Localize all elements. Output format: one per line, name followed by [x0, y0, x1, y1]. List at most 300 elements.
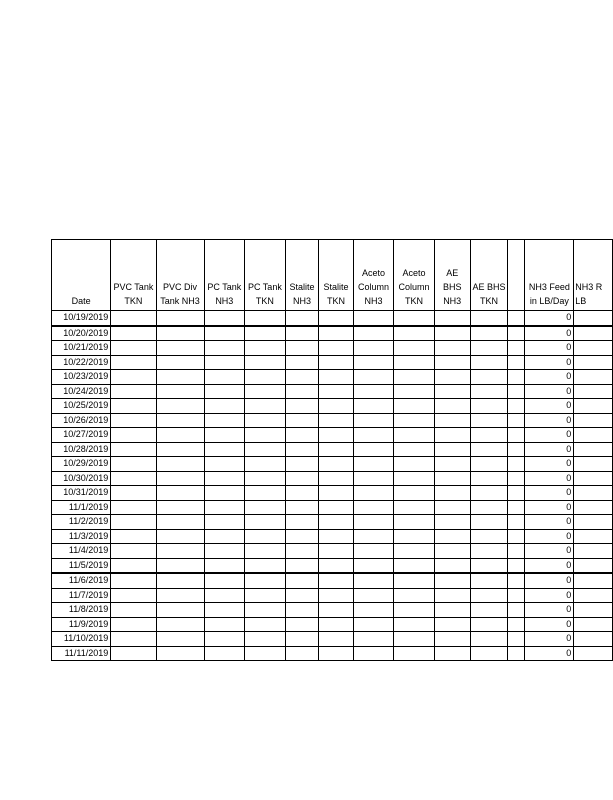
- nh3-feed-cell[interactable]: 0: [525, 399, 574, 414]
- table-cell[interactable]: [156, 457, 204, 472]
- table-cell[interactable]: [434, 603, 470, 618]
- table-cell[interactable]: [508, 442, 525, 457]
- table-cell[interactable]: [204, 486, 245, 501]
- table-cell[interactable]: [434, 515, 470, 530]
- table-cell[interactable]: [204, 588, 245, 603]
- table-cell[interactable]: [285, 588, 319, 603]
- table-cell[interactable]: [353, 413, 394, 428]
- table-cell[interactable]: [574, 428, 613, 443]
- table-cell[interactable]: [353, 617, 394, 632]
- table-cell[interactable]: [319, 471, 354, 486]
- nh3-feed-cell[interactable]: 0: [525, 603, 574, 618]
- table-cell[interactable]: [353, 632, 394, 647]
- table-cell[interactable]: [434, 544, 470, 559]
- table-cell[interactable]: [245, 500, 286, 515]
- table-cell[interactable]: [156, 603, 204, 618]
- table-cell[interactable]: [394, 544, 435, 559]
- nh3-feed-cell[interactable]: 0: [525, 617, 574, 632]
- table-cell[interactable]: [111, 457, 156, 472]
- table-cell[interactable]: [319, 646, 354, 661]
- table-cell[interactable]: [394, 341, 435, 356]
- table-cell[interactable]: [508, 370, 525, 385]
- table-cell[interactable]: [470, 500, 508, 515]
- table-cell[interactable]: [470, 326, 508, 341]
- table-cell[interactable]: [156, 544, 204, 559]
- nh3-feed-cell[interactable]: 0: [525, 544, 574, 559]
- table-cell[interactable]: [319, 442, 354, 457]
- table-cell[interactable]: [470, 573, 508, 588]
- table-cell[interactable]: [319, 326, 354, 341]
- table-cell[interactable]: [574, 370, 613, 385]
- table-cell[interactable]: [285, 399, 319, 414]
- table-cell[interactable]: [156, 370, 204, 385]
- table-cell[interactable]: [204, 529, 245, 544]
- table-cell[interactable]: [434, 428, 470, 443]
- date-cell[interactable]: 10/25/2019: [52, 399, 111, 414]
- table-cell[interactable]: [245, 617, 286, 632]
- date-cell[interactable]: 10/26/2019: [52, 413, 111, 428]
- table-cell[interactable]: [508, 457, 525, 472]
- date-cell[interactable]: 10/23/2019: [52, 370, 111, 385]
- table-cell[interactable]: [245, 326, 286, 341]
- table-cell[interactable]: [574, 558, 613, 573]
- table-cell[interactable]: [111, 311, 156, 326]
- table-cell[interactable]: [285, 544, 319, 559]
- nh3-feed-cell[interactable]: 0: [525, 355, 574, 370]
- table-cell[interactable]: [319, 457, 354, 472]
- table-cell[interactable]: [470, 603, 508, 618]
- table-cell[interactable]: [204, 341, 245, 356]
- table-cell[interactable]: [111, 500, 156, 515]
- date-cell[interactable]: 10/27/2019: [52, 428, 111, 443]
- table-cell[interactable]: [111, 558, 156, 573]
- table-cell[interactable]: [245, 544, 286, 559]
- table-cell[interactable]: [434, 457, 470, 472]
- table-cell[interactable]: [245, 529, 286, 544]
- table-cell[interactable]: [156, 588, 204, 603]
- table-cell[interactable]: [508, 646, 525, 661]
- table-cell[interactable]: [470, 646, 508, 661]
- table-cell[interactable]: [508, 529, 525, 544]
- table-cell[interactable]: [574, 603, 613, 618]
- table-cell[interactable]: [156, 311, 204, 326]
- table-cell[interactable]: [111, 471, 156, 486]
- table-cell[interactable]: [353, 646, 394, 661]
- table-cell[interactable]: [245, 442, 286, 457]
- table-cell[interactable]: [508, 413, 525, 428]
- table-cell[interactable]: [319, 588, 354, 603]
- date-cell[interactable]: 11/3/2019: [52, 529, 111, 544]
- table-cell[interactable]: [353, 399, 394, 414]
- table-cell[interactable]: [470, 311, 508, 326]
- table-cell[interactable]: [111, 573, 156, 588]
- table-cell[interactable]: [245, 384, 286, 399]
- table-cell[interactable]: [434, 442, 470, 457]
- table-cell[interactable]: [204, 558, 245, 573]
- nh3-feed-cell[interactable]: 0: [525, 632, 574, 647]
- table-cell[interactable]: [353, 471, 394, 486]
- table-cell[interactable]: [156, 413, 204, 428]
- table-cell[interactable]: [470, 413, 508, 428]
- nh3-feed-cell[interactable]: 0: [525, 646, 574, 661]
- table-cell[interactable]: [353, 588, 394, 603]
- table-cell[interactable]: [156, 326, 204, 341]
- table-cell[interactable]: [470, 384, 508, 399]
- nh3-feed-cell[interactable]: 0: [525, 471, 574, 486]
- table-cell[interactable]: [285, 428, 319, 443]
- table-cell[interactable]: [111, 355, 156, 370]
- table-cell[interactable]: [204, 370, 245, 385]
- table-cell[interactable]: [353, 603, 394, 618]
- table-cell[interactable]: [285, 355, 319, 370]
- table-cell[interactable]: [353, 558, 394, 573]
- table-cell[interactable]: [156, 442, 204, 457]
- table-cell[interactable]: [574, 311, 613, 326]
- table-cell[interactable]: [470, 632, 508, 647]
- table-cell[interactable]: [353, 341, 394, 356]
- table-cell[interactable]: [470, 486, 508, 501]
- table-cell[interactable]: [111, 442, 156, 457]
- table-cell[interactable]: [394, 471, 435, 486]
- table-cell[interactable]: [285, 471, 319, 486]
- table-cell[interactable]: [156, 471, 204, 486]
- date-cell[interactable]: 10/19/2019: [52, 311, 111, 326]
- nh3-feed-cell[interactable]: 0: [525, 573, 574, 588]
- table-cell[interactable]: [394, 442, 435, 457]
- table-cell[interactable]: [508, 384, 525, 399]
- table-cell[interactable]: [508, 588, 525, 603]
- table-cell[interactable]: [470, 370, 508, 385]
- table-cell[interactable]: [574, 399, 613, 414]
- table-cell[interactable]: [245, 515, 286, 530]
- date-cell[interactable]: 11/4/2019: [52, 544, 111, 559]
- table-cell[interactable]: [353, 384, 394, 399]
- table-cell[interactable]: [434, 573, 470, 588]
- table-cell[interactable]: [245, 370, 286, 385]
- table-cell[interactable]: [353, 544, 394, 559]
- table-cell[interactable]: [319, 529, 354, 544]
- table-cell[interactable]: [394, 588, 435, 603]
- table-cell[interactable]: [111, 326, 156, 341]
- table-cell[interactable]: [319, 355, 354, 370]
- table-cell[interactable]: [394, 603, 435, 618]
- date-cell[interactable]: 11/10/2019: [52, 632, 111, 647]
- table-cell[interactable]: [204, 457, 245, 472]
- table-cell[interactable]: [319, 558, 354, 573]
- table-cell[interactable]: [319, 341, 354, 356]
- table-cell[interactable]: [204, 617, 245, 632]
- date-cell[interactable]: 11/6/2019: [52, 573, 111, 588]
- nh3-feed-cell[interactable]: 0: [525, 326, 574, 341]
- table-cell[interactable]: [394, 646, 435, 661]
- table-cell[interactable]: [245, 471, 286, 486]
- table-cell[interactable]: [245, 588, 286, 603]
- table-cell[interactable]: [204, 311, 245, 326]
- table-cell[interactable]: [204, 603, 245, 618]
- table-cell[interactable]: [508, 326, 525, 341]
- table-cell[interactable]: [319, 413, 354, 428]
- table-cell[interactable]: [319, 544, 354, 559]
- table-cell[interactable]: [470, 428, 508, 443]
- table-cell[interactable]: [508, 617, 525, 632]
- table-cell[interactable]: [111, 603, 156, 618]
- table-cell[interactable]: [470, 588, 508, 603]
- table-cell[interactable]: [111, 588, 156, 603]
- table-cell[interactable]: [394, 500, 435, 515]
- table-cell[interactable]: [353, 370, 394, 385]
- date-cell[interactable]: 10/21/2019: [52, 341, 111, 356]
- table-cell[interactable]: [353, 515, 394, 530]
- nh3-feed-cell[interactable]: 0: [525, 428, 574, 443]
- table-cell[interactable]: [394, 370, 435, 385]
- table-cell[interactable]: [574, 457, 613, 472]
- table-cell[interactable]: [434, 617, 470, 632]
- table-cell[interactable]: [394, 515, 435, 530]
- table-cell[interactable]: [574, 341, 613, 356]
- table-cell[interactable]: [319, 617, 354, 632]
- date-cell[interactable]: 10/30/2019: [52, 471, 111, 486]
- date-cell[interactable]: 11/1/2019: [52, 500, 111, 515]
- date-cell[interactable]: 11/5/2019: [52, 558, 111, 573]
- table-cell[interactable]: [508, 355, 525, 370]
- table-cell[interactable]: [245, 603, 286, 618]
- table-cell[interactable]: [111, 341, 156, 356]
- table-cell[interactable]: [574, 413, 613, 428]
- table-cell[interactable]: [245, 413, 286, 428]
- table-cell[interactable]: [204, 573, 245, 588]
- table-cell[interactable]: [508, 341, 525, 356]
- table-cell[interactable]: [285, 486, 319, 501]
- table-cell[interactable]: [204, 544, 245, 559]
- table-cell[interactable]: [574, 529, 613, 544]
- table-cell[interactable]: [156, 529, 204, 544]
- table-cell[interactable]: [156, 515, 204, 530]
- table-cell[interactable]: [111, 399, 156, 414]
- table-cell[interactable]: [319, 486, 354, 501]
- table-cell[interactable]: [285, 341, 319, 356]
- date-cell[interactable]: 10/29/2019: [52, 457, 111, 472]
- table-cell[interactable]: [285, 573, 319, 588]
- table-cell[interactable]: [285, 326, 319, 341]
- table-cell[interactable]: [204, 646, 245, 661]
- table-cell[interactable]: [508, 471, 525, 486]
- table-cell[interactable]: [434, 646, 470, 661]
- table-cell[interactable]: [508, 544, 525, 559]
- table-cell[interactable]: [470, 617, 508, 632]
- table-cell[interactable]: [204, 399, 245, 414]
- table-cell[interactable]: [285, 617, 319, 632]
- table-cell[interactable]: [204, 442, 245, 457]
- table-cell[interactable]: [245, 399, 286, 414]
- table-cell[interactable]: [156, 573, 204, 588]
- table-cell[interactable]: [156, 486, 204, 501]
- table-cell[interactable]: [285, 370, 319, 385]
- table-cell[interactable]: [394, 384, 435, 399]
- table-cell[interactable]: [434, 355, 470, 370]
- date-cell[interactable]: 11/8/2019: [52, 603, 111, 618]
- table-cell[interactable]: [394, 617, 435, 632]
- nh3-feed-cell[interactable]: 0: [525, 500, 574, 515]
- table-cell[interactable]: [245, 486, 286, 501]
- table-cell[interactable]: [111, 384, 156, 399]
- table-cell[interactable]: [394, 529, 435, 544]
- table-cell[interactable]: [319, 573, 354, 588]
- table-cell[interactable]: [285, 413, 319, 428]
- table-cell[interactable]: [111, 529, 156, 544]
- table-cell[interactable]: [285, 646, 319, 661]
- table-cell[interactable]: [319, 500, 354, 515]
- nh3-feed-cell[interactable]: 0: [525, 558, 574, 573]
- table-cell[interactable]: [394, 632, 435, 647]
- date-cell[interactable]: 10/28/2019: [52, 442, 111, 457]
- table-cell[interactable]: [319, 603, 354, 618]
- table-cell[interactable]: [204, 428, 245, 443]
- date-cell[interactable]: 11/9/2019: [52, 617, 111, 632]
- table-cell[interactable]: [470, 471, 508, 486]
- table-cell[interactable]: [353, 457, 394, 472]
- table-cell[interactable]: [156, 617, 204, 632]
- table-cell[interactable]: [470, 355, 508, 370]
- table-cell[interactable]: [508, 632, 525, 647]
- table-cell[interactable]: [574, 326, 613, 341]
- table-cell[interactable]: [508, 515, 525, 530]
- table-cell[interactable]: [245, 573, 286, 588]
- table-cell[interactable]: [434, 632, 470, 647]
- table-cell[interactable]: [353, 573, 394, 588]
- table-cell[interactable]: [574, 355, 613, 370]
- table-cell[interactable]: [285, 632, 319, 647]
- table-cell[interactable]: [434, 399, 470, 414]
- table-cell[interactable]: [319, 384, 354, 399]
- table-cell[interactable]: [508, 311, 525, 326]
- table-cell[interactable]: [285, 558, 319, 573]
- table-cell[interactable]: [394, 558, 435, 573]
- table-cell[interactable]: [353, 500, 394, 515]
- table-cell[interactable]: [319, 632, 354, 647]
- date-cell[interactable]: 10/22/2019: [52, 355, 111, 370]
- table-cell[interactable]: [394, 486, 435, 501]
- table-cell[interactable]: [245, 341, 286, 356]
- table-cell[interactable]: [319, 399, 354, 414]
- table-cell[interactable]: [508, 500, 525, 515]
- table-cell[interactable]: [111, 632, 156, 647]
- table-cell[interactable]: [508, 428, 525, 443]
- table-cell[interactable]: [470, 457, 508, 472]
- table-cell[interactable]: [434, 326, 470, 341]
- table-cell[interactable]: [508, 486, 525, 501]
- table-cell[interactable]: [111, 617, 156, 632]
- table-cell[interactable]: [156, 341, 204, 356]
- table-cell[interactable]: [353, 442, 394, 457]
- table-cell[interactable]: [434, 413, 470, 428]
- table-cell[interactable]: [285, 529, 319, 544]
- table-cell[interactable]: [285, 442, 319, 457]
- table-cell[interactable]: [204, 326, 245, 341]
- table-cell[interactable]: [394, 457, 435, 472]
- table-cell[interactable]: [245, 632, 286, 647]
- table-cell[interactable]: [353, 326, 394, 341]
- table-cell[interactable]: [470, 341, 508, 356]
- table-cell[interactable]: [434, 370, 470, 385]
- table-cell[interactable]: [156, 428, 204, 443]
- table-cell[interactable]: [319, 515, 354, 530]
- date-cell[interactable]: 11/2/2019: [52, 515, 111, 530]
- nh3-feed-cell[interactable]: 0: [525, 311, 574, 326]
- date-cell[interactable]: 10/31/2019: [52, 486, 111, 501]
- table-cell[interactable]: [394, 399, 435, 414]
- table-cell[interactable]: [245, 311, 286, 326]
- table-cell[interactable]: [353, 311, 394, 326]
- table-cell[interactable]: [574, 384, 613, 399]
- table-cell[interactable]: [574, 617, 613, 632]
- table-cell[interactable]: [156, 558, 204, 573]
- table-cell[interactable]: [434, 486, 470, 501]
- table-cell[interactable]: [394, 355, 435, 370]
- table-cell[interactable]: [470, 558, 508, 573]
- table-cell[interactable]: [285, 603, 319, 618]
- table-cell[interactable]: [319, 370, 354, 385]
- table-cell[interactable]: [353, 529, 394, 544]
- table-cell[interactable]: [245, 457, 286, 472]
- table-cell[interactable]: [204, 355, 245, 370]
- table-cell[interactable]: [574, 515, 613, 530]
- table-cell[interactable]: [204, 471, 245, 486]
- table-cell[interactable]: [470, 515, 508, 530]
- nh3-feed-cell[interactable]: 0: [525, 588, 574, 603]
- table-cell[interactable]: [245, 355, 286, 370]
- table-cell[interactable]: [156, 384, 204, 399]
- nh3-feed-cell[interactable]: 0: [525, 515, 574, 530]
- table-cell[interactable]: [285, 500, 319, 515]
- table-cell[interactable]: [111, 515, 156, 530]
- table-cell[interactable]: [574, 632, 613, 647]
- table-cell[interactable]: [319, 311, 354, 326]
- table-cell[interactable]: [319, 428, 354, 443]
- table-cell[interactable]: [156, 399, 204, 414]
- table-cell[interactable]: [508, 573, 525, 588]
- nh3-feed-cell[interactable]: 0: [525, 370, 574, 385]
- table-cell[interactable]: [111, 646, 156, 661]
- table-cell[interactable]: [434, 558, 470, 573]
- date-cell[interactable]: 11/11/2019: [52, 646, 111, 661]
- table-cell[interactable]: [394, 413, 435, 428]
- table-cell[interactable]: [285, 311, 319, 326]
- table-cell[interactable]: [111, 544, 156, 559]
- table-cell[interactable]: [156, 500, 204, 515]
- table-cell[interactable]: [111, 413, 156, 428]
- table-cell[interactable]: [156, 646, 204, 661]
- nh3-feed-cell[interactable]: 0: [525, 529, 574, 544]
- table-cell[interactable]: [508, 603, 525, 618]
- table-cell[interactable]: [434, 471, 470, 486]
- nh3-feed-cell[interactable]: 0: [525, 341, 574, 356]
- table-cell[interactable]: [285, 515, 319, 530]
- date-cell[interactable]: 10/24/2019: [52, 384, 111, 399]
- table-cell[interactable]: [574, 442, 613, 457]
- table-cell[interactable]: [245, 558, 286, 573]
- table-cell[interactable]: [285, 384, 319, 399]
- table-cell[interactable]: [285, 457, 319, 472]
- table-cell[interactable]: [508, 399, 525, 414]
- date-cell[interactable]: 10/20/2019: [52, 326, 111, 341]
- table-cell[interactable]: [394, 428, 435, 443]
- table-cell[interactable]: [353, 486, 394, 501]
- table-cell[interactable]: [204, 500, 245, 515]
- table-cell[interactable]: [574, 486, 613, 501]
- table-cell[interactable]: [204, 632, 245, 647]
- table-cell[interactable]: [156, 632, 204, 647]
- table-cell[interactable]: [204, 413, 245, 428]
